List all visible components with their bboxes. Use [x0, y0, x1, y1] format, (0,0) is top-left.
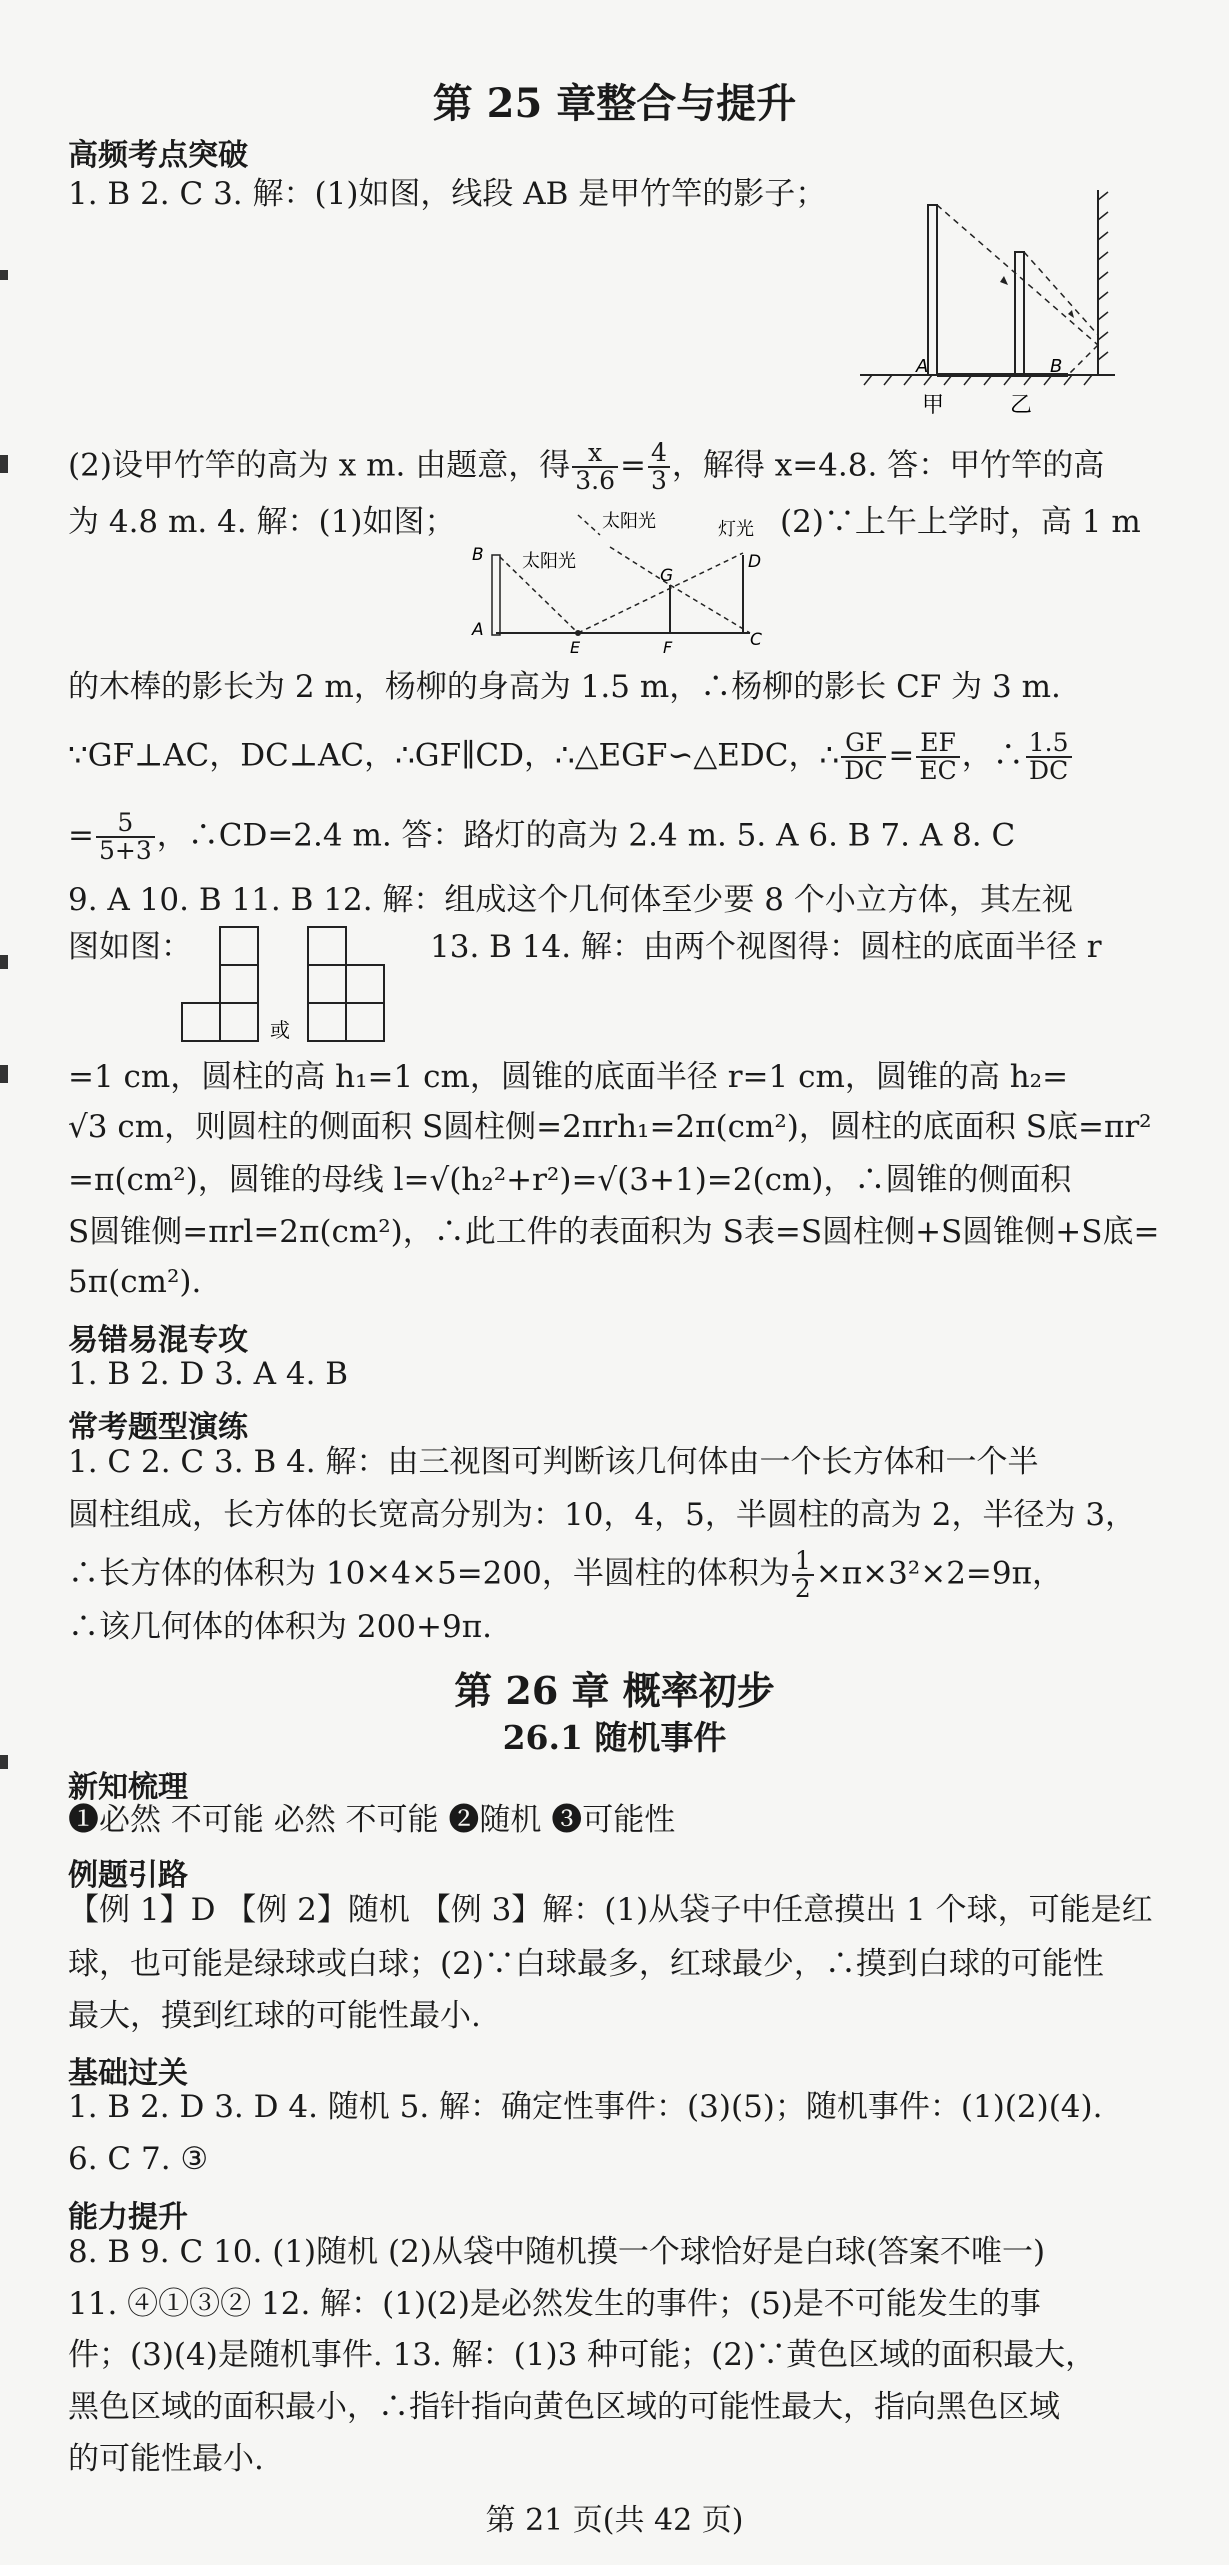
binding-mark [0, 270, 8, 280]
fraction [916, 730, 959, 784]
answer-line: 球，也可能是绿球或白球；(2)∵白球最多，红球最少，∴摸到白球的可能性 [68, 1946, 1104, 1982]
fraction [841, 730, 886, 784]
answer-line [68, 1548, 1063, 1602]
numerator: x [572, 440, 618, 468]
denominator: 3.6 [575, 466, 615, 495]
denominator: 3 [650, 466, 667, 495]
left-view-figure [180, 925, 410, 1055]
label-g: G [660, 566, 674, 586]
label-yi: 乙 [1010, 393, 1033, 418]
chapter-25-title: 第 25 章整合与提升 [432, 80, 797, 127]
answer-text: ∵GF⊥AC，DC⊥AC，∴GF∥CD，∴△EGF∽△EDC，∴ [68, 737, 840, 774]
label-c: C [750, 630, 762, 650]
fraction [648, 440, 670, 494]
answer-line: 为 4.8 m. 4. 解：(1)如图； [68, 504, 456, 540]
answer-line: (2)设甲竹竿的高为 x m. 由题意，得 $\frac{x}{3.6}$ = $\frac{4}{3}$ ，解得 x=4.8. 答：甲竹竿的高 [68, 438, 1105, 495]
answer-text: (2)设甲竹竿的高为 x m. 由题意，得 [68, 447, 571, 484]
numerator: 1.5 [1026, 730, 1072, 758]
label-jia: 甲 [922, 393, 945, 418]
binding-mark [0, 1065, 8, 1083]
fraction [572, 440, 618, 494]
label-e: E [570, 638, 581, 657]
answer-line: 6. C 7. ③ [68, 2141, 209, 2177]
answer-line: 1. C 2. C 3. B 4. 解：由三视图可判断该几何体由一个长方体和一个半 [68, 1444, 1039, 1480]
section-heading: 常考题型演练 [68, 1410, 248, 1445]
fraction [1026, 730, 1072, 784]
answer-line: 圆柱组成，长方体的长宽高分别为：10，4，5，半圆柱的高为 2，半径为 3， [68, 1497, 1137, 1533]
fraction [792, 1548, 814, 1602]
binding-mark [0, 455, 8, 473]
answer-line: 8. B 9. C 10. (1)随机 (2)从袋中随机摸一个球恰好是白球(答案不唯一) [68, 2234, 1046, 2270]
label-b: B [472, 545, 484, 565]
label-b: B [1050, 356, 1063, 377]
binding-mark [0, 955, 8, 969]
numerator: 1 [792, 1548, 814, 1576]
denominator: 5+3 [98, 836, 152, 865]
answer-text: ，解得 x=4.8. 答：甲竹竿的高 [671, 447, 1105, 484]
label-sunlight-top: 太阳光 [602, 511, 656, 532]
answer-line: ❶必然 不可能 必然 不可能 ❷随机 ❸可能性 [68, 1802, 676, 1838]
page-footer: 第 21 页(共 42 页) [485, 2503, 744, 2538]
answer-line: 11. ④①③② 12. 解：(1)(2)是必然发生的事件；(5)是不可能发生的事 [68, 2286, 1041, 2322]
answer-line: S圆锥侧=πrl=2π(cm²)，∴此工件的表面积为 S表=S圆柱侧+S圆锥侧+S底= [68, 1214, 1160, 1250]
numerator: 5 [96, 810, 155, 838]
label-f: F [663, 638, 673, 657]
answer-line: 的可能性最小. [68, 2441, 264, 2477]
section-heading: 高频考点突破 [68, 138, 248, 173]
label-sunlight-left: 太阳光 [522, 551, 576, 572]
answer-text: ，∴CD=2.4 m. 答：路灯的高为 2.4 m. 5. A 6. B 7. A 8. C [156, 817, 1016, 854]
section-heading: 易错易混专攻 [68, 1323, 248, 1358]
answer-line: 5π(cm²). [68, 1264, 202, 1300]
denominator: DC [1029, 756, 1069, 785]
numerator: EF [916, 730, 959, 758]
bamboo-shadow-figure [850, 190, 1130, 430]
denominator: 2 [794, 1574, 811, 1603]
chapter-26-title: 第 26 章 概率初步 [454, 1668, 775, 1713]
label-a: A [472, 620, 484, 640]
answer-line: = $\frac{5}{5+3}$ ，∴CD=2.4 m. 答：路灯的高为 2.4 m. 5. A 6. B 7. A 8. C [68, 808, 1016, 865]
answer-line: 【例 1】D 【例 2】随机 【例 3】解：(1)从袋子中任意摸出 1 个球，可能是红 [68, 1892, 1153, 1928]
section-heading: 能力提升 [68, 2200, 188, 2235]
answer-line: 1. B 2. D 3. A 4. B [68, 1356, 349, 1392]
numerator: 4 [648, 440, 670, 468]
answer-line: 1. B 2. C 3. 解：(1)如图，线段 AB 是甲竹竿的影子； [68, 176, 827, 212]
answer-line: √3 cm，则圆柱的侧面积 S圆柱侧=2πrh₁=2π(cm²)，圆柱的底面积 S底=πr² [68, 1109, 1152, 1145]
answer-line: 件；(3)(4)是随机事件. 13. 解：(1)3 种可能；(2)∵黄色区域的面积最大， [68, 2337, 1097, 2373]
label-d: D [748, 552, 762, 572]
answer-line: 的木棒的影长为 2 m，杨柳的身高为 1.5 m，∴杨柳的影长 CF 为 3 m. [68, 669, 1061, 705]
answer-line: =1 cm，圆柱的高 h₁=1 cm，圆锥的底面半径 r=1 cm，圆锥的高 h₂= [68, 1059, 1069, 1095]
denominator: DC [844, 756, 884, 785]
section-heading: 新知梳理 [68, 1770, 188, 1805]
answer-line: 黑色区域的面积最小，∴指针指向黄色区域的可能性最大，指向黑色区域 [68, 2389, 1060, 2425]
section-26-1-title: 26.1 随机事件 [502, 1718, 727, 1757]
answer-text: ×π×3²×2=9π， [815, 1555, 1063, 1592]
answer-line: 9. A 10. B 11. B 12. 解：组成这个几何体至少要 8 个小立方体，其左视 [68, 882, 1073, 918]
answer-line: ∴该几何体的体积为 200+9π. [68, 1609, 492, 1645]
label-or: 或 [270, 1018, 290, 1042]
label-lamp: 灯光 [718, 519, 754, 540]
answer-line: =π(cm²)，圆锥的母线 l=√(h₂²+r²)=√(3+1)=2(cm)，∴圆锥的侧面积 [68, 1162, 1072, 1198]
denominator: EC [919, 756, 957, 785]
numerator: GF [841, 730, 886, 758]
answer-text: ∴长方体的体积为 10×4×5=200，半圆柱的体积为 [68, 1555, 790, 1592]
fraction [96, 810, 155, 864]
answer-line: (2)∵上午上学时，高 1 m [780, 504, 1141, 540]
sunlight-lamp-figure [460, 505, 770, 657]
answer-line: 最大，摸到红球的可能性最小. [68, 1998, 481, 2034]
answer-line: ∵GF⊥AC，DC⊥AC，∴GF∥CD，∴△EGF∽△EDC，∴ $\frac{GF}{DC}$ = $\frac{EF}{EC}$ ，∴ $\frac{1.5}{DC}$ [68, 730, 1074, 784]
answer-line: 13. B 14. 解：由两个视图得：圆柱的底面半径 r [430, 929, 1102, 965]
label-a: A [916, 356, 929, 377]
section-heading: 基础过关 [68, 2056, 188, 2091]
section-heading: 例题引路 [68, 1858, 188, 1893]
answer-line: 图如图： [68, 929, 192, 965]
answer-line: 1. B 2. D 3. D 4. 随机 5. 解：确定性事件：(3)(5)；随机事件：(1)(2)(4). [68, 2089, 1103, 2125]
